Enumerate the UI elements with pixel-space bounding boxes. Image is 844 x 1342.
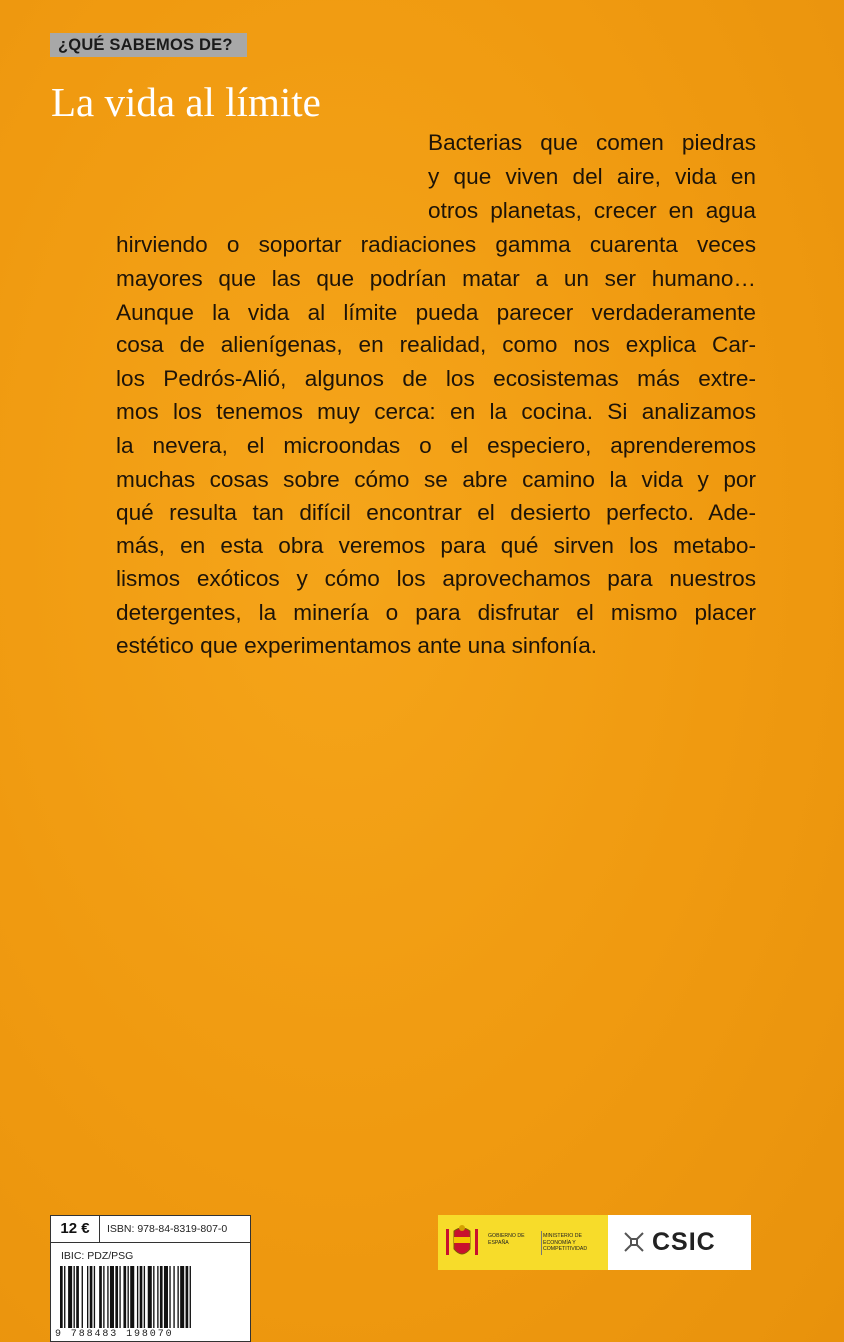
blurb-line: los Pedrós-Alió, algunos de los ecosistemas más extre- [116, 366, 756, 391]
barcode-icon [59, 1266, 242, 1332]
series-tag: ¿QUÉ SABEMOS DE? [50, 33, 247, 57]
blurb-line: cosa de alienígenas, en realidad, como nos explica Car- [116, 332, 756, 357]
blurb-line: qué resulta tan difícil encontrar el desierto perfecto. Ade- [116, 500, 756, 525]
gobierno-logo [438, 1215, 608, 1270]
isbn-label: ISBN: 978-84-8319-807-0 [107, 1223, 228, 1235]
logo-divider [541, 1231, 542, 1255]
blurb-line: mos los tenemos muy cerca: en la cocina. Si analizamos [116, 399, 756, 424]
blurb-line: Aunque la vida al límite pueda parecer verdaderamente [116, 300, 756, 325]
box-divider [51, 1242, 250, 1243]
blurb-line: muchas cosas sobre cómo se abre camino la vida y por [116, 467, 756, 492]
gobierno-text: GOBIERNO DE ESPAÑA [488, 1233, 525, 1246]
blurb-line: lismos exóticos y cómo los aprovechamos para nuestros [116, 566, 756, 591]
book-title: La vida al límite [51, 79, 321, 125]
blurb-line: más, en esta obra veremos para qué sirven los metabo- [116, 533, 756, 558]
blurb-line: la nevera, el microondas o el especiero, aprenderemos [116, 433, 756, 458]
blurb-line: estético que experimentamos ante una sinfonía. [116, 633, 598, 658]
blurb-line: detergentes, la minería o para disfrutar el mismo placer [116, 600, 756, 625]
isbn-barcode-box [50, 1215, 251, 1342]
ibic-label: IBIC: PDZ/PSG [61, 1250, 134, 1262]
blurb-line: mayores que las que podrían matar a un ser humano… [116, 266, 756, 291]
barcode-digits: 9 788483 198070 [55, 1329, 174, 1340]
blurb-line: otros planetas, crecer en agua [428, 198, 756, 223]
csic-mark-icon [621, 1229, 647, 1255]
csic-logo-text: CSIC [652, 1228, 716, 1256]
price-label: 12 € [51, 1216, 100, 1243]
blurb-line: hirviendo o soportar radiaciones gamma cuarenta veces [116, 232, 756, 257]
publisher-logos [438, 1215, 751, 1270]
blurb-line: y que viven del aire, vida en [428, 164, 756, 189]
blurb-line: Bacterias que comen piedras [428, 130, 756, 155]
ministerio-text: MINISTERIO DE ECONOMÍA Y COMPETITIVIDAD [543, 1233, 588, 1252]
coat-of-arms-icon [444, 1223, 480, 1263]
